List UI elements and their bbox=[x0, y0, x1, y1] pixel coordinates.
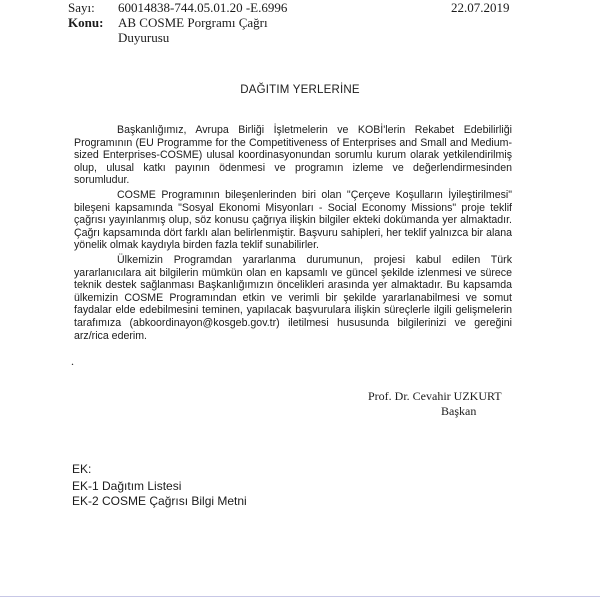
attachments-heading: EK: bbox=[72, 462, 92, 476]
attachment-2: EK-2 COSME Çağrısı Bilgi Metni bbox=[72, 494, 247, 508]
sayi-label: Sayı: bbox=[68, 0, 95, 15]
attachment-1: EK-1 Dağıtım Listesi bbox=[72, 479, 182, 493]
scan-edge-line bbox=[0, 596, 600, 597]
paragraph-1: Başkanlığımız, Avrupa Birliği İşletmelerin ve KOBİ'lerin Rekabet Edebilirliği Programının (EU Programme for the Competitiveness of Enterprises and Small and Medium-sized Enterprises-COSME) ulusal koordinasyonundan sorumlu kurum olarak yetkilendirilmiş olup, ulusal katkı payının ödenmesi ve programın izleme ve değerlendirmesinden sorumludur. bbox=[74, 124, 512, 187]
document-date: 22.07.2019 bbox=[451, 0, 510, 15]
addressee-heading: DAĞITIM YERLERİNE bbox=[240, 84, 360, 96]
subject-line-2: Duyurusu bbox=[118, 30, 170, 45]
konu-label: Konu: bbox=[68, 15, 104, 30]
letter-body bbox=[74, 124, 512, 342]
paragraph-2: COSME Programının bileşenlerinden biri olan "Çerçeve Koşulların İyileştirilmesi" bileşeni kapsamında "Sosyal Ekonomi Misyonları - Social Economy Missions" proje teklif çağrısı yayınlanmış olup, söz konusu çağrıya ilişkin bilgiler ekteki dokümanda yer almaktadır. Çağrı kapsamında dört farklı alan belirlenmiştir. Başvuru sahipleri, her teklif yalnızca bir alana yönelik olmak kaydıyla birden fazla teklif sunabilirler. bbox=[74, 188, 512, 252]
trailing-dot: . bbox=[71, 354, 74, 368]
signatory-name: Prof. Dr. Cevahir UZKURT bbox=[368, 389, 502, 403]
attachments bbox=[72, 462, 247, 509]
document-number: 60014838-744.05.01.20 -E.6996 bbox=[118, 0, 288, 15]
paragraph-3: Ülkemizin Programdan yararlanma durumunun, projesi kabul edilen Türk yararlanıcılara ait bilgilerin mümkün olan en kapsamlı ve güncel şekilde izlenmesi ve sürece teknik destek sağlanması Başkanlığımızın öncelikleri arasında yer almaktadır. Bu kapsamda ülkemizin COSME Programından etkin ve verimli bir şekilde yararlanabilmesi ve somut faydalar elde edebilmesini teminen, yapılacak başvurulara ilişkin süreçlerle ilgili gelişmelerin tarafımıza (abkoordinayon@kosgeb.gov.tr) iletilmesi hususunda bilgilerinizi ve gereğini arz/rica ederim. bbox=[74, 253, 512, 342]
signatory-title: Başkan bbox=[441, 404, 477, 418]
subject-line-1: AB COSME Porgramı Çağrı bbox=[118, 15, 268, 30]
